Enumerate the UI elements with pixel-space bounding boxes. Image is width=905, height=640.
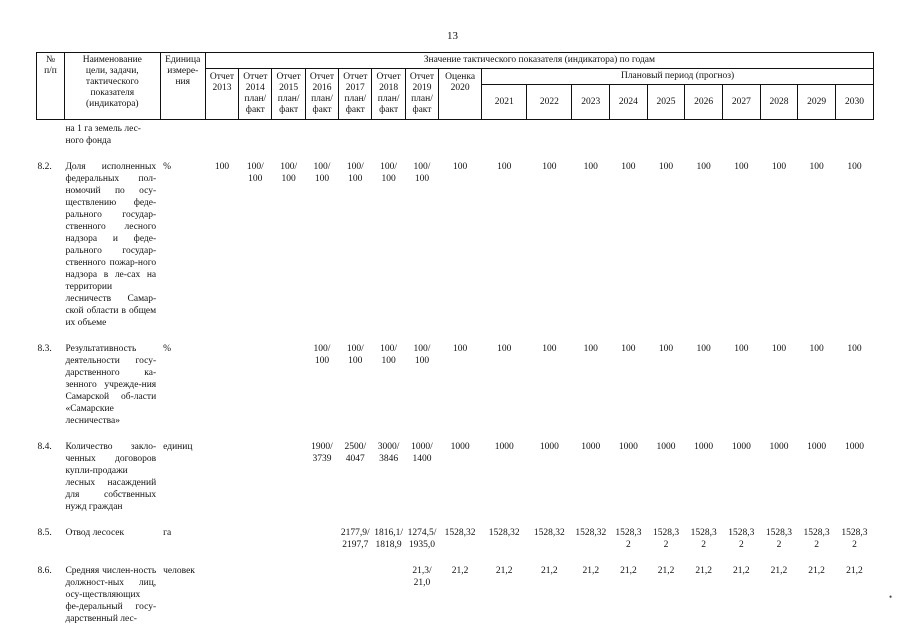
row-number: 8.5. [37, 528, 52, 538]
row-value: 100 [542, 162, 557, 172]
header-num: № п/п [37, 53, 65, 120]
row-value: 100 [696, 162, 711, 172]
row-indicator-name: Отвод лесосек [65, 528, 125, 538]
row-value: 1528,32 [444, 528, 476, 538]
header-plan-period: Плановый период (прогноз) [482, 69, 874, 85]
row-value [272, 523, 305, 551]
row-value: 100/ 100 [246, 162, 264, 184]
row-value: 100/ 100 [313, 344, 331, 366]
row-value [239, 523, 272, 551]
header-plan-year-2023: 2023 [572, 85, 610, 120]
row-value: 1000 [769, 442, 789, 452]
row-number: 8.4. [37, 442, 52, 452]
row-value: 2177,9/ 2197,7 [340, 528, 370, 550]
row-value: 1000 [581, 442, 601, 452]
page-number: 13 [447, 30, 458, 42]
row-value [305, 523, 338, 551]
row-value [305, 561, 338, 625]
table-row [37, 157, 874, 329]
scan-mark: • [889, 592, 893, 602]
row-value: 1000 [618, 442, 638, 452]
row-unit: га [163, 528, 172, 538]
header-plan-year-2027: 2027 [723, 85, 761, 120]
row-value: 100 [583, 344, 598, 354]
row-indicator-name: Доля исполненных федеральных пол-номочий по осу-ществлению феде-рального государ-ственного лесного надзора и феде-рального государ-ственного пожар-ного надзора в ле-сах на территории лесничеств Самар-ской области в общем их объеме [65, 162, 157, 328]
row-indicator-name: Результативность деятельности госу-дарственного ка-зенного учрежде-ния Самарской об-ласти «Самарские лесничества» [65, 344, 157, 426]
row-value: 21,2 [541, 566, 558, 576]
row-value: 21,2 [733, 566, 750, 576]
row-value: 21,2 [451, 566, 469, 576]
row-value: 1000 [731, 442, 751, 452]
row-value: 100/ 100 [280, 162, 298, 184]
header-year-4: Отчет 2017 план/ факт [339, 69, 372, 120]
row-value: 1000 [450, 442, 470, 452]
row-value: 100 [847, 344, 862, 354]
row-value: 3000/ 3846 [377, 442, 400, 464]
header-plan-year-2021: 2021 [482, 85, 527, 120]
row-value: 1900/ 3739 [311, 442, 333, 464]
row-value: 100 [497, 162, 512, 172]
row-value [272, 437, 305, 513]
header-year-0: Отчет 2013 [205, 69, 238, 120]
row-value: 21,2 [808, 566, 825, 576]
table-row [37, 339, 874, 427]
row-value: 100/ 100 [413, 162, 431, 184]
row-value: 100 [583, 162, 598, 172]
row-value: 100/ 100 [346, 162, 364, 184]
row-value: 1528,3 2 [765, 528, 793, 550]
row-value: 21,2 [770, 566, 788, 576]
row-value: 100 [542, 344, 557, 354]
row-number: 8.6. [37, 566, 52, 576]
row-value: 1000 [807, 442, 827, 452]
row-value: 100 [452, 344, 468, 354]
header-plan-year-2026: 2026 [685, 85, 723, 120]
row-value [339, 561, 372, 625]
header-plan-year-2022: 2022 [527, 85, 572, 120]
row-value: 100 [621, 162, 636, 172]
row-value: 1528,3 2 [690, 528, 717, 550]
row-value: 100 [734, 162, 749, 172]
row-value: 21,2 [582, 566, 600, 576]
row-value [205, 339, 238, 427]
row-unit: % [163, 344, 172, 354]
row-value: 1528,3 2 [803, 528, 830, 550]
row-value: 100 [771, 344, 787, 354]
row-value: 100 [696, 344, 711, 354]
row-value [205, 437, 238, 513]
row-indicator-name: Количество закло-ченных договоров купли-продажи лесных насаждений для собственных нужд граждан [65, 442, 157, 512]
row-value: 1000 [494, 442, 514, 452]
header-group: Значение тактического показателя (индикатора) по годам [205, 53, 873, 69]
header-year-5: Отчет 2018 план/ факт [372, 69, 405, 120]
row-value: 100/ 100 [413, 344, 431, 366]
row-value: 1816,1/ 1818,9 [374, 528, 403, 550]
row-value [272, 339, 305, 427]
row-value: 100/ 100 [380, 162, 398, 184]
indicator-table-sheet [36, 52, 874, 635]
row-value [205, 523, 238, 551]
row-unit: единиц [163, 442, 193, 452]
row-value [239, 561, 272, 625]
row-value: 100/ 100 [313, 162, 331, 184]
header-plan-year-2025: 2025 [647, 85, 685, 120]
row-value: 21,2 [495, 566, 513, 576]
header-plan-year-2028: 2028 [760, 85, 798, 120]
row-value [205, 561, 238, 625]
row-value: 21,2 [620, 566, 637, 576]
row-unit: человек [163, 566, 195, 576]
row-value: 100 [809, 162, 824, 172]
row-value [372, 561, 405, 625]
header-name: Наименование цели, задачи, тактического показателя (индикатора) [64, 53, 160, 120]
row-value: 100 [497, 344, 512, 354]
row-value: 100 [771, 162, 787, 172]
row-value: 1528,32 [575, 528, 607, 538]
row-value: 1000 [656, 442, 676, 452]
header-plan-year-2030: 2030 [835, 85, 873, 120]
row-value: 21,2 [695, 566, 712, 576]
row-value: 1528,32 [533, 528, 565, 538]
row-value: 100 [809, 344, 824, 354]
row-value: 100/ 100 [346, 344, 364, 366]
row-value [272, 561, 305, 625]
header-plan-year-2024: 2024 [610, 85, 648, 120]
row-value: 1000 [539, 442, 559, 452]
row-value: 1528,3 2 [652, 528, 680, 550]
continuation-text: на 1 га земель лес- ного фонда [65, 124, 141, 146]
row-value: 100 [658, 344, 674, 354]
row-value: 100 [734, 344, 749, 354]
row-value: 100/ 100 [380, 344, 398, 366]
header-plan-year-2029: 2029 [798, 85, 836, 120]
continuation-row [37, 120, 874, 148]
header-year-2: Отчет 2015 план/ факт [272, 69, 305, 120]
table-row [37, 523, 874, 551]
row-value: 100 [214, 162, 230, 172]
header-year-1: Отчет 2014 план/ факт [239, 69, 272, 120]
row-number: 8.2. [37, 162, 52, 172]
table-row [37, 561, 874, 625]
header-year-3: Отчет 2016 план/ факт [305, 69, 338, 120]
row-value: 100 [847, 162, 862, 172]
row-value: 21,2 [846, 566, 863, 576]
row-value: 1000 [844, 442, 864, 452]
row-value: 1528,3 2 [841, 528, 868, 550]
row-value: 100 [658, 162, 674, 172]
row-value: 2500/ 4047 [344, 442, 367, 464]
row-number: 8.3. [37, 344, 52, 354]
row-value: 21,2 [657, 566, 675, 576]
row-value [239, 339, 272, 427]
row-unit: % [163, 162, 172, 172]
indicator-table [36, 52, 874, 635]
row-value: 1000/ 1400 [411, 442, 433, 464]
row-indicator-name: Средняя числен-ность должност-ных лиц, осу-ществляющих фе-деральный госу-дарственный лес- [65, 566, 157, 624]
header-year-6: Отчет 2019 план/ факт [405, 69, 438, 120]
row-value: 21,3/ 21,0 [412, 566, 432, 588]
row-value: 100 [452, 162, 468, 172]
header-unit: Единица измере- ния [160, 53, 205, 120]
row-value: 1274,5/ 1935,0 [407, 528, 437, 550]
row-value: 1528,3 2 [728, 528, 755, 550]
row-value: 1000 [694, 442, 714, 452]
row-value [239, 437, 272, 513]
row-value: 100 [621, 344, 636, 354]
row-value: 1528,32 [488, 528, 520, 538]
row-value: 1528,3 2 [615, 528, 642, 550]
table-row [37, 437, 874, 513]
header-year-7: Оценка 2020 [439, 69, 482, 120]
